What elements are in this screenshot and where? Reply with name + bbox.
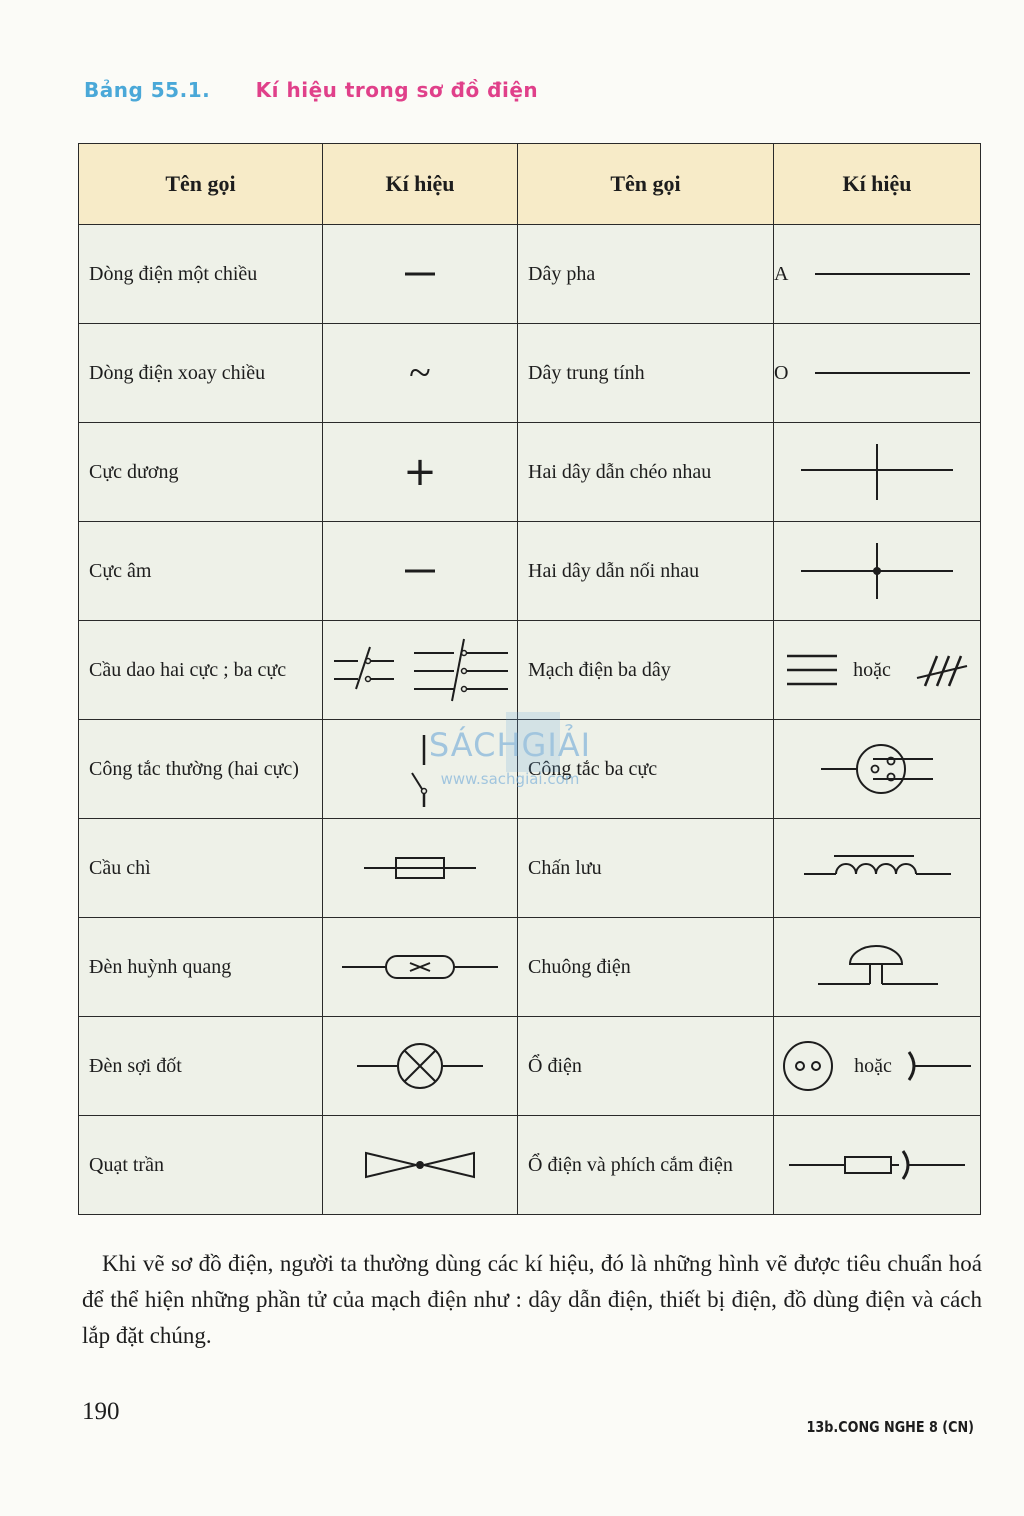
name-joined-wires: Hai dây dẫn nối nhau bbox=[518, 522, 774, 621]
three-wire-circuit-symbol bbox=[774, 621, 981, 720]
symbols-table bbox=[78, 143, 981, 1215]
header-name-2: Tên gọi bbox=[518, 144, 774, 225]
incandescent-lamp-symbol bbox=[323, 1017, 518, 1116]
page-number: 190 bbox=[82, 1398, 120, 1425]
positive-pole-symbol bbox=[323, 423, 518, 522]
name-ac-current: Dòng điện xoay chiều bbox=[79, 324, 323, 423]
table-row bbox=[79, 918, 981, 1017]
three-pole-switch-symbol bbox=[774, 720, 981, 819]
table-header-row bbox=[79, 144, 981, 225]
table-title: Kí hiệu trong sơ đồ điện bbox=[255, 78, 539, 102]
table-number: Bảng 55.1. bbox=[84, 78, 211, 102]
name-incandescent-lamp: Đèn sợi đốt bbox=[79, 1017, 323, 1116]
name-socket: Ổ điện bbox=[518, 1017, 774, 1116]
name-electric-bell: Chuông điện bbox=[518, 918, 774, 1017]
table-row bbox=[79, 522, 981, 621]
name-three-pole-switch: Công tắc ba cực bbox=[518, 720, 774, 819]
footer-label: 13b.CONG NGHE 8 (CN) bbox=[806, 1418, 974, 1436]
name-socket-and-plug: Ổ điện và phích cắm điện bbox=[518, 1116, 774, 1215]
ceiling-fan-symbol bbox=[323, 1116, 518, 1215]
phase-letter: A bbox=[774, 262, 789, 285]
or-word: hoặc bbox=[854, 1054, 892, 1077]
body-paragraph: Khi vẽ sơ đồ điện, người ta thường dùng các kí hiệu, đó là những hình vẽ được tiêu chuẩn hoá để thể hiện những phần tử của mạch điện như : dây dẫn điện, thiết bị điện, đồ dùng điện và cách lắp đặt chúng. bbox=[82, 1251, 982, 1348]
ac-current-symbol bbox=[323, 324, 518, 423]
header-name-1: Tên gọi bbox=[79, 144, 323, 225]
electric-bell-symbol bbox=[774, 918, 981, 1017]
name-ceiling-fan: Quạt trần bbox=[79, 1116, 323, 1215]
crossing-wires-symbol bbox=[774, 423, 981, 522]
phase-wire-symbol bbox=[774, 225, 981, 324]
name-fluorescent-lamp: Đèn huỳnh quang bbox=[79, 918, 323, 1017]
neutral-letter: O bbox=[774, 361, 789, 384]
table-row bbox=[79, 225, 981, 324]
table-row bbox=[79, 1116, 981, 1215]
or-word: hoặc bbox=[853, 658, 891, 681]
two-pole-switch-symbol bbox=[323, 720, 518, 819]
watermark-brand: SÁCHGIẢI bbox=[428, 726, 592, 764]
neutral-wire-symbol bbox=[774, 324, 981, 423]
ballast-symbol bbox=[774, 819, 981, 918]
table-row bbox=[79, 423, 981, 522]
negative-pole-symbol bbox=[323, 522, 518, 621]
joined-wires-symbol bbox=[774, 522, 981, 621]
table-row bbox=[79, 819, 981, 918]
name-two-pole-switch: Công tắc thường (hai cực) bbox=[79, 720, 323, 819]
table-row bbox=[79, 1017, 981, 1116]
plus-glyph: + bbox=[403, 449, 437, 495]
fluorescent-lamp-symbol bbox=[323, 918, 518, 1017]
header-symbol-2: Kí hiệu bbox=[774, 144, 981, 225]
dc-current-symbol bbox=[323, 225, 518, 324]
socket-and-plug-symbol bbox=[774, 1116, 981, 1215]
table-row bbox=[79, 720, 981, 819]
table-row bbox=[79, 621, 981, 720]
name-fuse: Cầu chì bbox=[79, 819, 323, 918]
name-three-wire-circuit: Mạch điện ba dây bbox=[518, 621, 774, 720]
name-dc-current: Dòng điện một chiều bbox=[79, 225, 323, 324]
name-positive-pole: Cực dương bbox=[79, 423, 323, 522]
fuse-symbol bbox=[323, 819, 518, 918]
table-row bbox=[79, 324, 981, 423]
name-negative-pole: Cực âm bbox=[79, 522, 323, 621]
knife-switch-symbol bbox=[323, 621, 518, 720]
name-neutral-wire: Dây trung tính bbox=[518, 324, 774, 423]
header-symbol-1: Kí hiệu bbox=[323, 144, 518, 225]
name-phase-wire: Dây pha bbox=[518, 225, 774, 324]
name-ballast: Chấn lưu bbox=[518, 819, 774, 918]
tilde-glyph: ~ bbox=[409, 350, 431, 395]
table-caption bbox=[84, 78, 538, 102]
name-knife-switch: Cầu dao hai cực ; ba cực bbox=[79, 621, 323, 720]
name-crossing-wires: Hai dây dẫn chéo nhau bbox=[518, 423, 774, 522]
socket-symbol bbox=[774, 1017, 981, 1116]
watermark-url: www.sachgiai.com bbox=[440, 770, 580, 788]
